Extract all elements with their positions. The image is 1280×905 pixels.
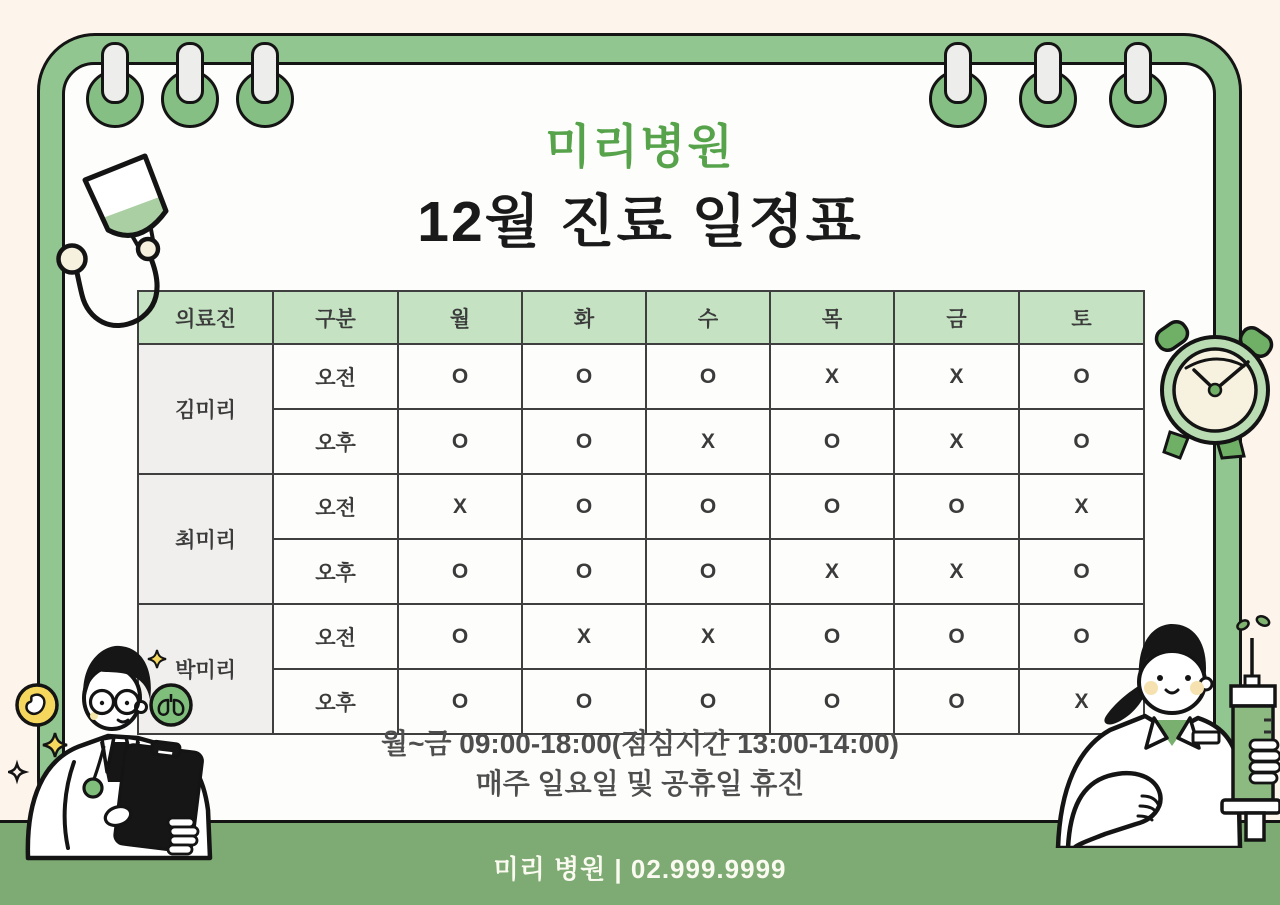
column-header: 목 bbox=[770, 291, 894, 344]
cheek bbox=[1190, 681, 1204, 695]
availability-cell: X bbox=[1019, 669, 1144, 734]
syringe-icon bbox=[1222, 614, 1280, 840]
session-label-cell: 오전 bbox=[273, 604, 398, 669]
cheek bbox=[1144, 681, 1158, 695]
availability-cell: X bbox=[894, 409, 1019, 474]
availability-cell: O bbox=[398, 669, 522, 734]
column-header: 수 bbox=[646, 291, 770, 344]
availability-cell: O bbox=[522, 539, 646, 604]
availability-cell: O bbox=[770, 604, 894, 669]
column-header: 금 bbox=[894, 291, 1019, 344]
session-label-cell: 오후 bbox=[273, 669, 398, 734]
availability-cell: O bbox=[398, 409, 522, 474]
schedule-row bbox=[138, 604, 1144, 669]
availability-cell: O bbox=[646, 539, 770, 604]
schedule-header-row bbox=[138, 291, 1144, 344]
stethoscope-icon bbox=[38, 143, 233, 343]
availability-cell: O bbox=[1019, 409, 1144, 474]
schedule-row bbox=[138, 474, 1144, 539]
ring-pin bbox=[176, 42, 204, 104]
column-header: 의료진 bbox=[138, 291, 273, 344]
lungs-badge-icon bbox=[151, 685, 191, 725]
schedule-row bbox=[138, 409, 1144, 474]
coat-pocket bbox=[1193, 732, 1219, 743]
sparkle-icon bbox=[9, 764, 25, 780]
availability-cell: O bbox=[1019, 539, 1144, 604]
alarm-clock-icon bbox=[1150, 318, 1276, 468]
doctor-male-illustration bbox=[8, 630, 230, 862]
availability-cell: O bbox=[770, 409, 894, 474]
page-title: 12월 진료 일정표 bbox=[417, 190, 863, 254]
availability-cell: O bbox=[646, 669, 770, 734]
availability-cell: O bbox=[1019, 344, 1144, 409]
doctor-name-cell: 박미리 bbox=[138, 604, 273, 734]
session-label-cell: 오전 bbox=[273, 474, 398, 539]
column-header: 월 bbox=[398, 291, 522, 344]
availability-cell: O bbox=[398, 604, 522, 669]
column-header: 구분 bbox=[273, 291, 398, 344]
availability-cell: O bbox=[522, 409, 646, 474]
availability-cell: O bbox=[398, 539, 522, 604]
availability-cell: X bbox=[770, 539, 894, 604]
availability-cell: O bbox=[646, 474, 770, 539]
session-label-cell: 오전 bbox=[273, 344, 398, 409]
doctor-female-illustration bbox=[1050, 598, 1280, 848]
sparkle-icon bbox=[148, 650, 166, 668]
schedule-table bbox=[137, 290, 1145, 735]
schedule-body bbox=[138, 344, 1144, 734]
availability-cell: X bbox=[522, 604, 646, 669]
chest-stethoscope-icon bbox=[84, 779, 102, 797]
hand bbox=[1250, 740, 1280, 783]
ring-pin bbox=[1124, 42, 1152, 104]
session-label-cell: 오후 bbox=[273, 409, 398, 474]
ring-pin bbox=[1034, 42, 1062, 104]
footer-contact: 미리 병원 | 02.999.9999 bbox=[493, 854, 787, 884]
ring-pin bbox=[944, 42, 972, 104]
schedule-row bbox=[138, 539, 1144, 604]
availability-cell: O bbox=[770, 669, 894, 734]
availability-cell: X bbox=[398, 474, 522, 539]
session-label-cell: 오후 bbox=[273, 539, 398, 604]
availability-cell: X bbox=[894, 344, 1019, 409]
availability-cell: O bbox=[522, 474, 646, 539]
column-header: 토 bbox=[1019, 291, 1144, 344]
availability-cell: X bbox=[1019, 474, 1144, 539]
column-header: 화 bbox=[522, 291, 646, 344]
closed-days-text: 매주 일요일 및 공휴일 휴진 bbox=[475, 768, 805, 799]
availability-cell: O bbox=[398, 344, 522, 409]
availability-cell: O bbox=[522, 344, 646, 409]
hospital-name: 미리병원 bbox=[545, 120, 735, 173]
availability-cell: O bbox=[522, 669, 646, 734]
availability-cell: X bbox=[770, 344, 894, 409]
availability-cell: X bbox=[646, 409, 770, 474]
availability-cell: O bbox=[770, 474, 894, 539]
availability-cell: O bbox=[1019, 604, 1144, 669]
availability-cell: O bbox=[894, 669, 1019, 734]
availability-cell: X bbox=[894, 539, 1019, 604]
availability-cell: X bbox=[646, 604, 770, 669]
availability-cell: O bbox=[894, 474, 1019, 539]
ring-pin bbox=[101, 42, 129, 104]
doctor-name-cell: 김미리 bbox=[138, 344, 273, 474]
availability-cell: O bbox=[894, 604, 1019, 669]
doctor-name-cell: 최미리 bbox=[138, 474, 273, 604]
availability-cell: O bbox=[646, 344, 770, 409]
ring-pin bbox=[251, 42, 279, 104]
schedule-row bbox=[138, 344, 1144, 409]
opening-hours-text: 월~금 09:00-18:00(점심시간 13:00-14:00) bbox=[381, 728, 899, 759]
